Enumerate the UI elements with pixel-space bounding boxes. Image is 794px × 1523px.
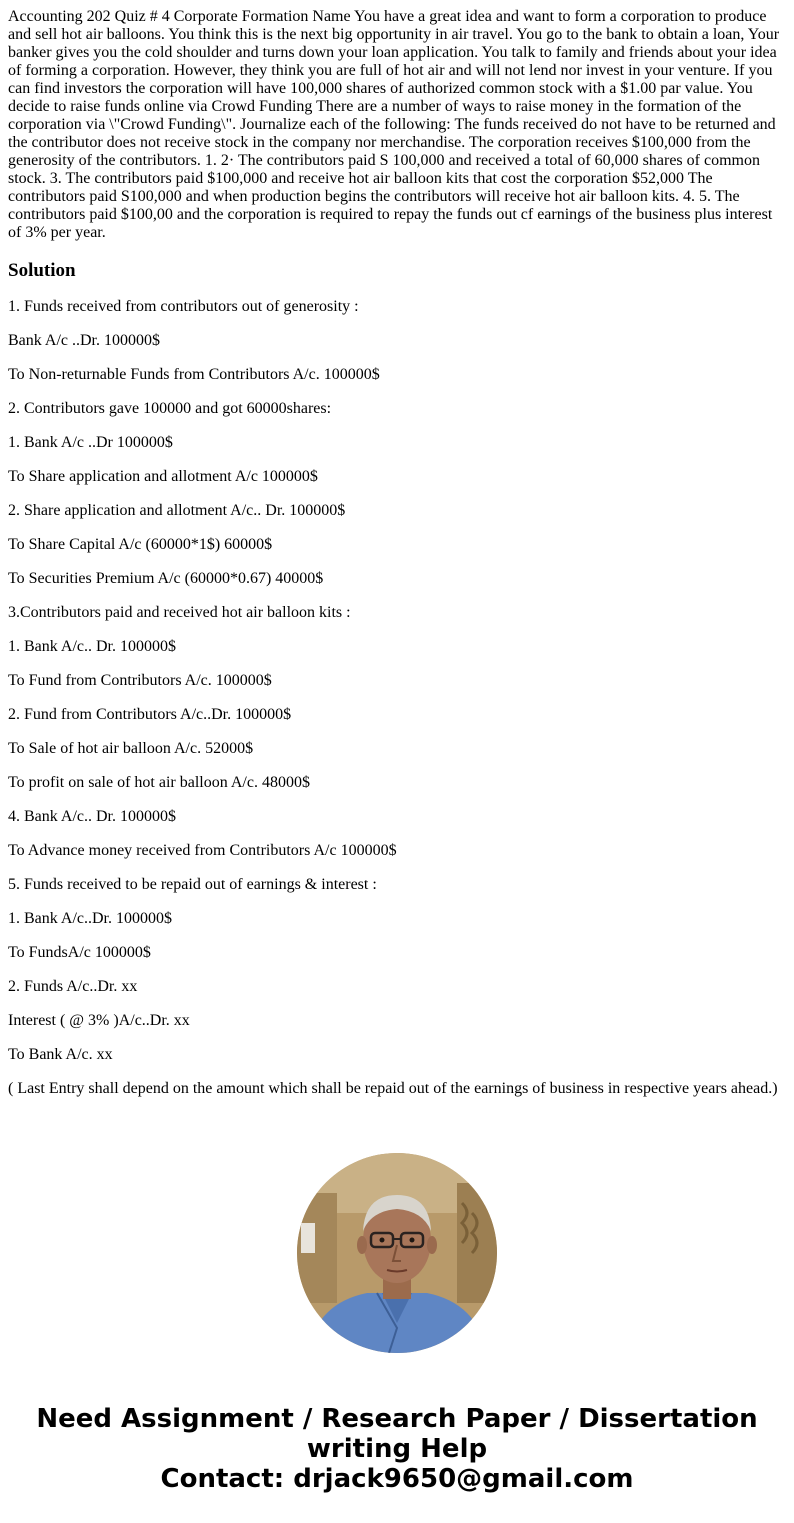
solution-line: 2. Share application and allotment A/c.. Dr. 100000$ xyxy=(8,502,346,519)
solution-line: 4. Bank A/c.. Dr. 100000$ xyxy=(8,808,176,825)
solution-body xyxy=(8,298,786,1098)
author-portrait xyxy=(297,1153,497,1353)
solution-line: To FundsA/c 100000$ xyxy=(8,944,151,961)
solution-line: To Securities Premium A/c (60000*0.67) 40000$ xyxy=(8,570,324,587)
solution-line: 3.Contributors paid and received hot air balloon kits : xyxy=(8,604,351,621)
solution-line: 1. Funds received from contributors out of generosity : xyxy=(8,298,359,315)
question-text: Accounting 202 Quiz # 4 Corporate Formation Name You have a great idea and want to form a corporation to produce and sell hot air balloons. You think this is the next big opportunity in air travel. You go to the bank to obtain a loan, Your banker gives you the cold shoulder and turns down your loan application. You talk to family and friends about your idea of forming a corporation. However, they think you are full of hot air and will not lend nor invest in your venture. If you can find investors the corporation will have 100,000 shares of authorized common stock with a $1.00 par value. You decide to raise funds online via Crowd Funding There are a number of ways to raise money in the formation of the corporation via \"Crowd Funding\". Journalize each of the following: The funds received do not have to be returned and the contributor does not receive stock in the company nor merchandise. The corporation receives $100,000 from the generosity of the contributors. 1. 2· The contributors paid S 100,000 and received a total of 60,000 shares of common stock. 3. The contributors paid $100,000 and receive hot air balloon kits that cost the corporation $52,000 The contributors paid S100,000 and when production begins the contributors will receive hot air balloon kits. 4. 5. The contributors paid $100,00 and the corporation is required to repay the funds out cf earnings of the business plus interest of 3% per year. xyxy=(8,8,780,241)
author-avatar xyxy=(297,1153,497,1353)
solution-line: 2. Contributors gave 100000 and got 60000shares: xyxy=(8,400,332,417)
solution-line: To Sale of hot air balloon A/c. 52000$ xyxy=(8,740,254,757)
footer-line-2: writing Help xyxy=(306,1434,488,1464)
solution-line: To Share application and allotment A/c 100000$ xyxy=(8,468,318,485)
solution-line: To Share Capital A/c (60000*1$) 60000$ xyxy=(8,536,273,553)
solution-line: ( Last Entry shall depend on the amount which shall be repaid out of the earnings of business in respective years ahead.) xyxy=(8,1080,778,1097)
solution-line: Interest ( @ 3% )A/c..Dr. xx xyxy=(8,1012,190,1029)
solution-line: 2. Funds A/c..Dr. xx xyxy=(8,978,138,995)
solution-line: 2. Fund from Contributors A/c..Dr. 100000$ xyxy=(8,706,292,723)
solution-line: To profit on sale of hot air balloon A/c. 48000$ xyxy=(8,774,310,791)
footer-line-1: Need Assignment / Research Paper / Dissertation xyxy=(36,1404,758,1434)
solution-line: 1. Bank A/c ..Dr 100000$ xyxy=(8,434,173,451)
solution-line: 1. Bank A/c.. Dr. 100000$ xyxy=(8,638,176,655)
contact-footer xyxy=(0,1404,794,1494)
solution-line: To Fund from Contributors A/c. 100000$ xyxy=(8,672,272,689)
solution-line: To Bank A/c. xx xyxy=(8,1046,113,1063)
solution-line: 5. Funds received to be repaid out of earnings & interest : xyxy=(8,876,377,893)
solution-line: To Non-returnable Funds from Contributors A/c. 100000$ xyxy=(8,366,380,383)
solution-line: 1. Bank A/c..Dr. 100000$ xyxy=(8,910,172,927)
solution-heading: Solution xyxy=(8,260,76,281)
footer-contact-email[interactable]: Contact: drjack9650@gmail.com xyxy=(160,1464,634,1494)
solution-line: To Advance money received from Contributors A/c 100000$ xyxy=(8,842,397,859)
document-content xyxy=(8,8,786,1114)
solution-line: Bank A/c ..Dr. 100000$ xyxy=(8,332,160,349)
